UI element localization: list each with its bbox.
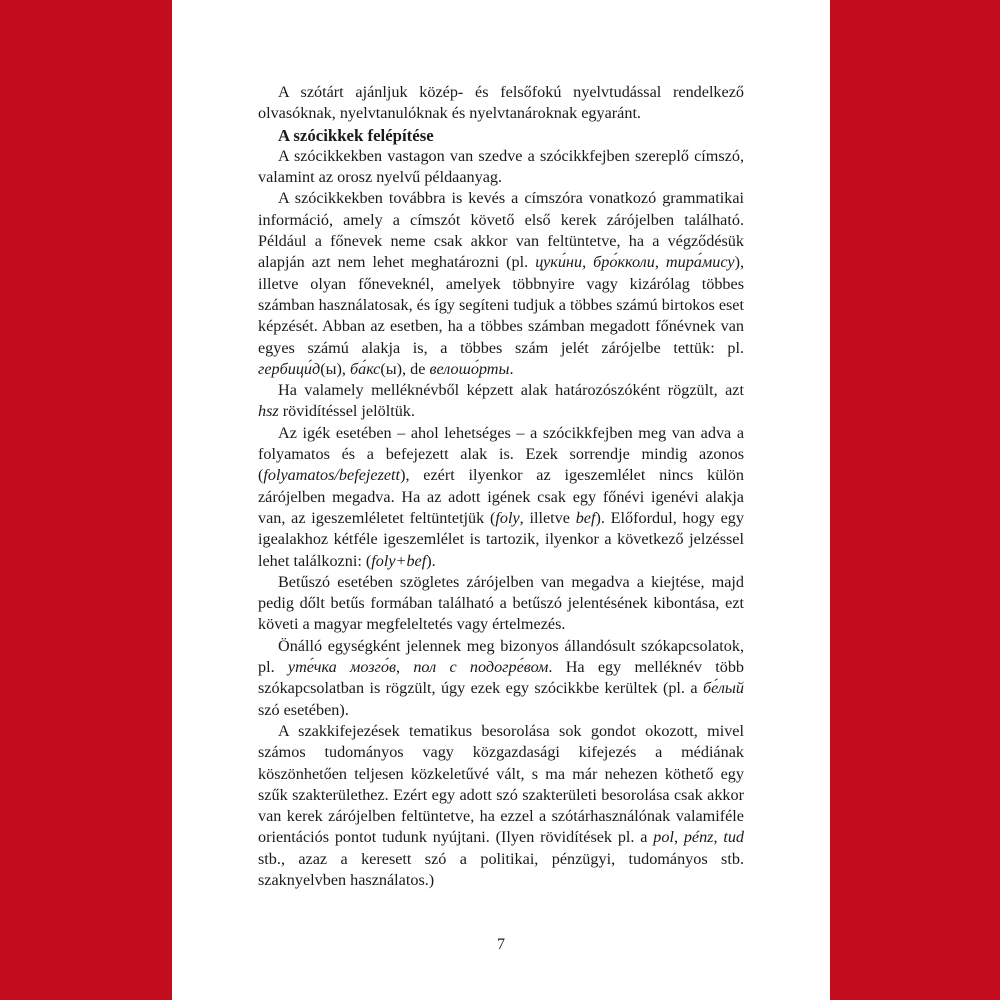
page-number: 7 [497, 936, 505, 953]
intro-paragraph: A szótárt ajánljuk közép- és felsőfokú nyelvtudással rendelkező olvasóknak, nyelvtanulóknak és nyelvtanároknak egyaránt. [258, 83, 744, 123]
body-text [258, 82, 744, 891]
paragraph-grammar-info: A szócikkekben továbbra is kevés a címszóra vonatkozó grammatikai információ, amely a címszót követő első kerek zárójelben található. Például a főnevek neme csak akkor van feltüntetve, ha a végződésük alapján azt nem lehet meghatározni (pl. цуки́ни, бро́кколи, тира́мису), illetve olyan főneveknél, amelyek többnyire vagy kizárólag többes számban használatosak, és így segíteni tudjuk a többes számú birtokos eset képzését. Abban az esetben, ha a többes számban megadott főnévnek van egyes számú alakja is, a többes szám jelét zárójelbe tettük: pl. гербици́д(ы), ба́кс(ы), de велошо́рты. [258, 189, 745, 378]
paragraph-collocations: Önálló egységként jelennek meg bizonyos állandósult szókapcsolatok, pl. уте́чка мозго́в, пол с подогре́вом. Ha egy melléknév több szókapcsolatban is rögzült, úgy ezek egy szócikkbe kerültek (pl. a бе́лый szó esetében). [258, 636, 745, 719]
paragraph-bold-headword: A szócikkekben vastagon van szedve a szócikkfejben szereplő címszó, valamint az orosz nyelvű példaanyag. [258, 146, 744, 187]
paragraph-verbs: Az igék esetében – ahol lehetséges – a szócikkfejben meg van adva a folyamatos és a befejezett alak is. Ezek sorrendje mindig azonos (folyamatos/befejezett), ezért ilyenkor az igeszemlélet nincs külön zárójelben megadva. Ha az adott igének csak egy főnévi igenévi alakja van, az igeszemléletet feltüntetjük (foly, illetve bef). Előfordul, hogy egy igealakhoz kétféle igeszemlélet is tartozik, ilyenkor a következő jelzéssel lehet találkozni: (foly+bef). [258, 423, 744, 570]
paragraph-acronyms: Betűszó esetében szögletes zárójelben van megadva a kiejtése, majd pedig dőlt betűs formában található a betűszó jelentésének kibontása, ezt követi a magyar megfeleltetés vagy értelmezés. [258, 572, 744, 634]
paragraph-adverb: Ha valamely melléknévből képzett alak határozószóként rögzült, azt hsz rövidítéssel jelöltük. [258, 381, 744, 421]
book-page [172, 0, 830, 1000]
paragraph-terminology: A szakkifejezések tematikus besorolása sok gondot okozott, mivel számos tudományos vagy közgazdasági kifejezés a médiának köszönhetően teljesen közkeletűvé vált, s ma már nehezen köthető egy szűk szakterülethez. Ezért egy adott szó szakterületi besorolása csak akkor van kerek zárójelben feltüntetve, ha ezzel a szótárhasználónak valamiféle orientációs pontot tudunk nyújtani. (Ilyen rövidítések pl. a pol, pénz, tud stb., azaz a keresett szó a politikai, pénzügyi, tudományos stb. szaknyelvben használatos.) [258, 721, 745, 889]
section-heading: A szócikkek felépítése [278, 125, 434, 145]
